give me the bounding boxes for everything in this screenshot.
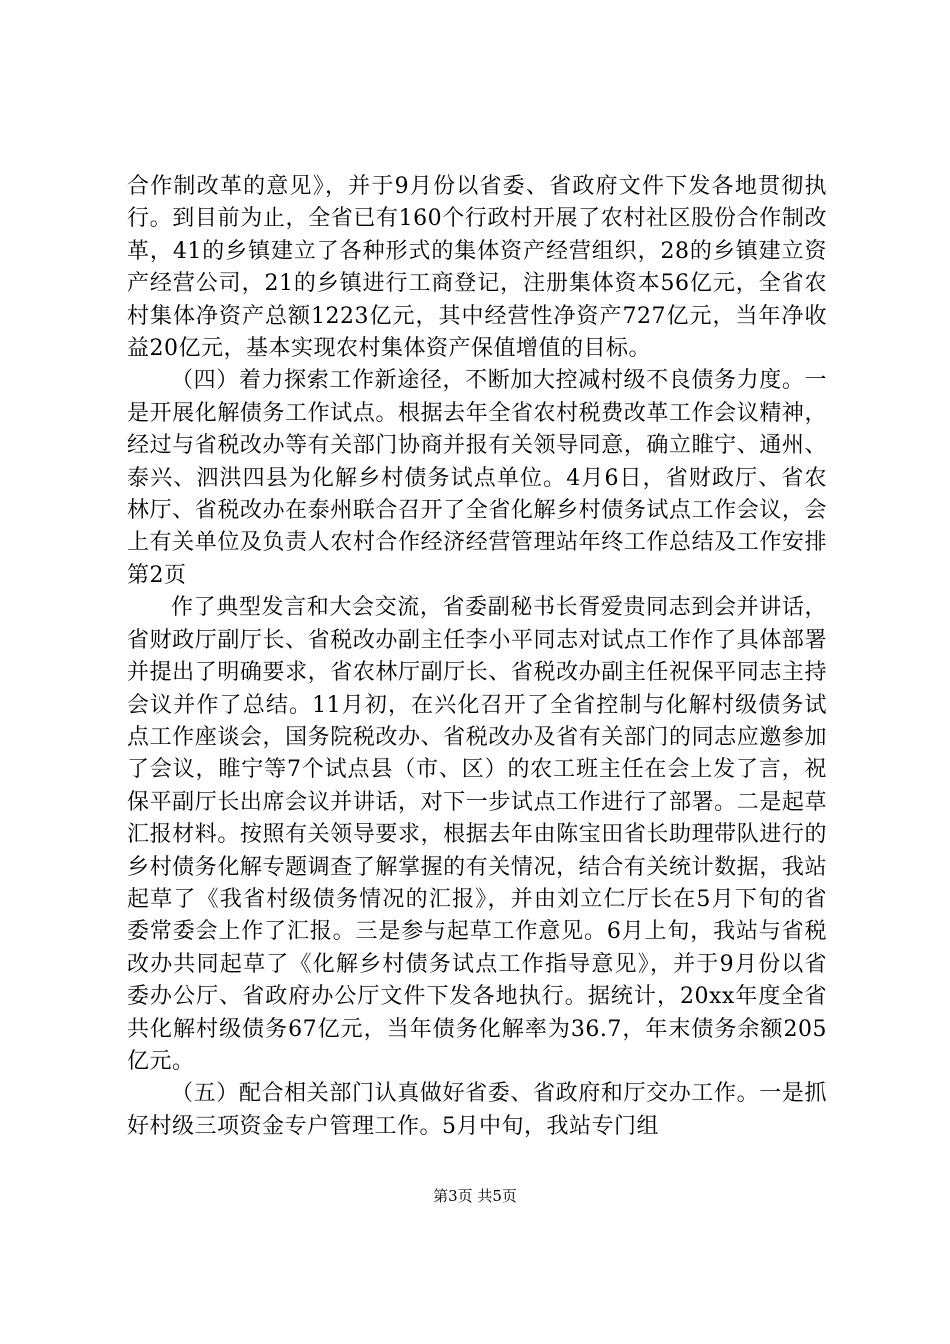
page-footer: [0, 1186, 950, 1206]
page-total: 共5页: [477, 1187, 517, 1205]
paragraph-4: （五）配合相关部门认真做好省委、省政府和厅交办工作。一是抓好村级三项资金专户管理工作。5月中旬，我站专门组: [127, 1081, 827, 1139]
page-number: 第3页: [433, 1187, 473, 1205]
paragraph-2: （四）着力探索工作新途径，不断加大控减村级不良债务力度。一是开展化解债务工作试点。根据去年全省农村税费改革工作会议精神，经过与省税改办等有关部门协商并报有关领导同意，确立睢宁、通州、泰兴、泗洪四县为化解乡村债务试点单位。4月6日，省财政厅、省农林厅、省税改办在泰州联合召开了全省化解乡村债务试点工作会议，会上有关单位及负责人农村合作经济经营管理站年终工作总结及工作安排第2页: [127, 368, 827, 588]
document-body: [127, 171, 827, 1143]
paragraph-1: 合作制改革的意见》，并于9月份以省委、省政府文件下发各地贯彻执行。到目前为止，全省已有160个行政村开展了农村社区股份合作制改革，41的乡镇建立了各种形式的集体资产经营组织，28的乡镇建立资产经营公司，21的乡镇进行工商登记，注册集体资本56亿元，全省农村集体净资产总额1223亿元，其中经营性净资产727亿元，当年净收益20亿元，基本实现农村集体资产保值增值的目标。: [127, 174, 827, 362]
paragraph-3: 作了典型发言和大会交流，省委副秘书长胥爱贵同志到会并讲话，省财政厅副厅长、省税改办副主任李小平同志对试点工作作了具体部署并提出了明确要求，省农林厅副厅长、省税改办副主任祝保平同志主持会议并作了总结。11月初，在兴化召开了全省控制与化解村级债务试点工作座谈会，国务院税改办、省税改办及省有关部门的同志应邀参加了会议，睢宁等7个试点县（市、区）的农工班主任在会上发了言，祝保平副厅长出席会议并讲话，对下一步试点工作进行了部署。二是起草汇报材料。按照有关领导要求，根据去年由陈宝田省长助理带队进行的乡村债务化解专题调查了解掌握的有关情况，结合有关统计数据，我站起草了《我省村级债务情况的汇报》，并由刘立仁厅长在5月下旬的省委常委会上作了汇报。三是参与起草工作意见。6月上旬，我站与省税改办共同起草了《化解乡村债务试点工作指导意见》，并于9月份以省委办公厅、省政府办公厅文件下发各地执行。据统计，20xx年度全省共化解村级债务67亿元，当年债务化解率为36.7，年末债务余额205亿元。: [127, 595, 827, 1074]
